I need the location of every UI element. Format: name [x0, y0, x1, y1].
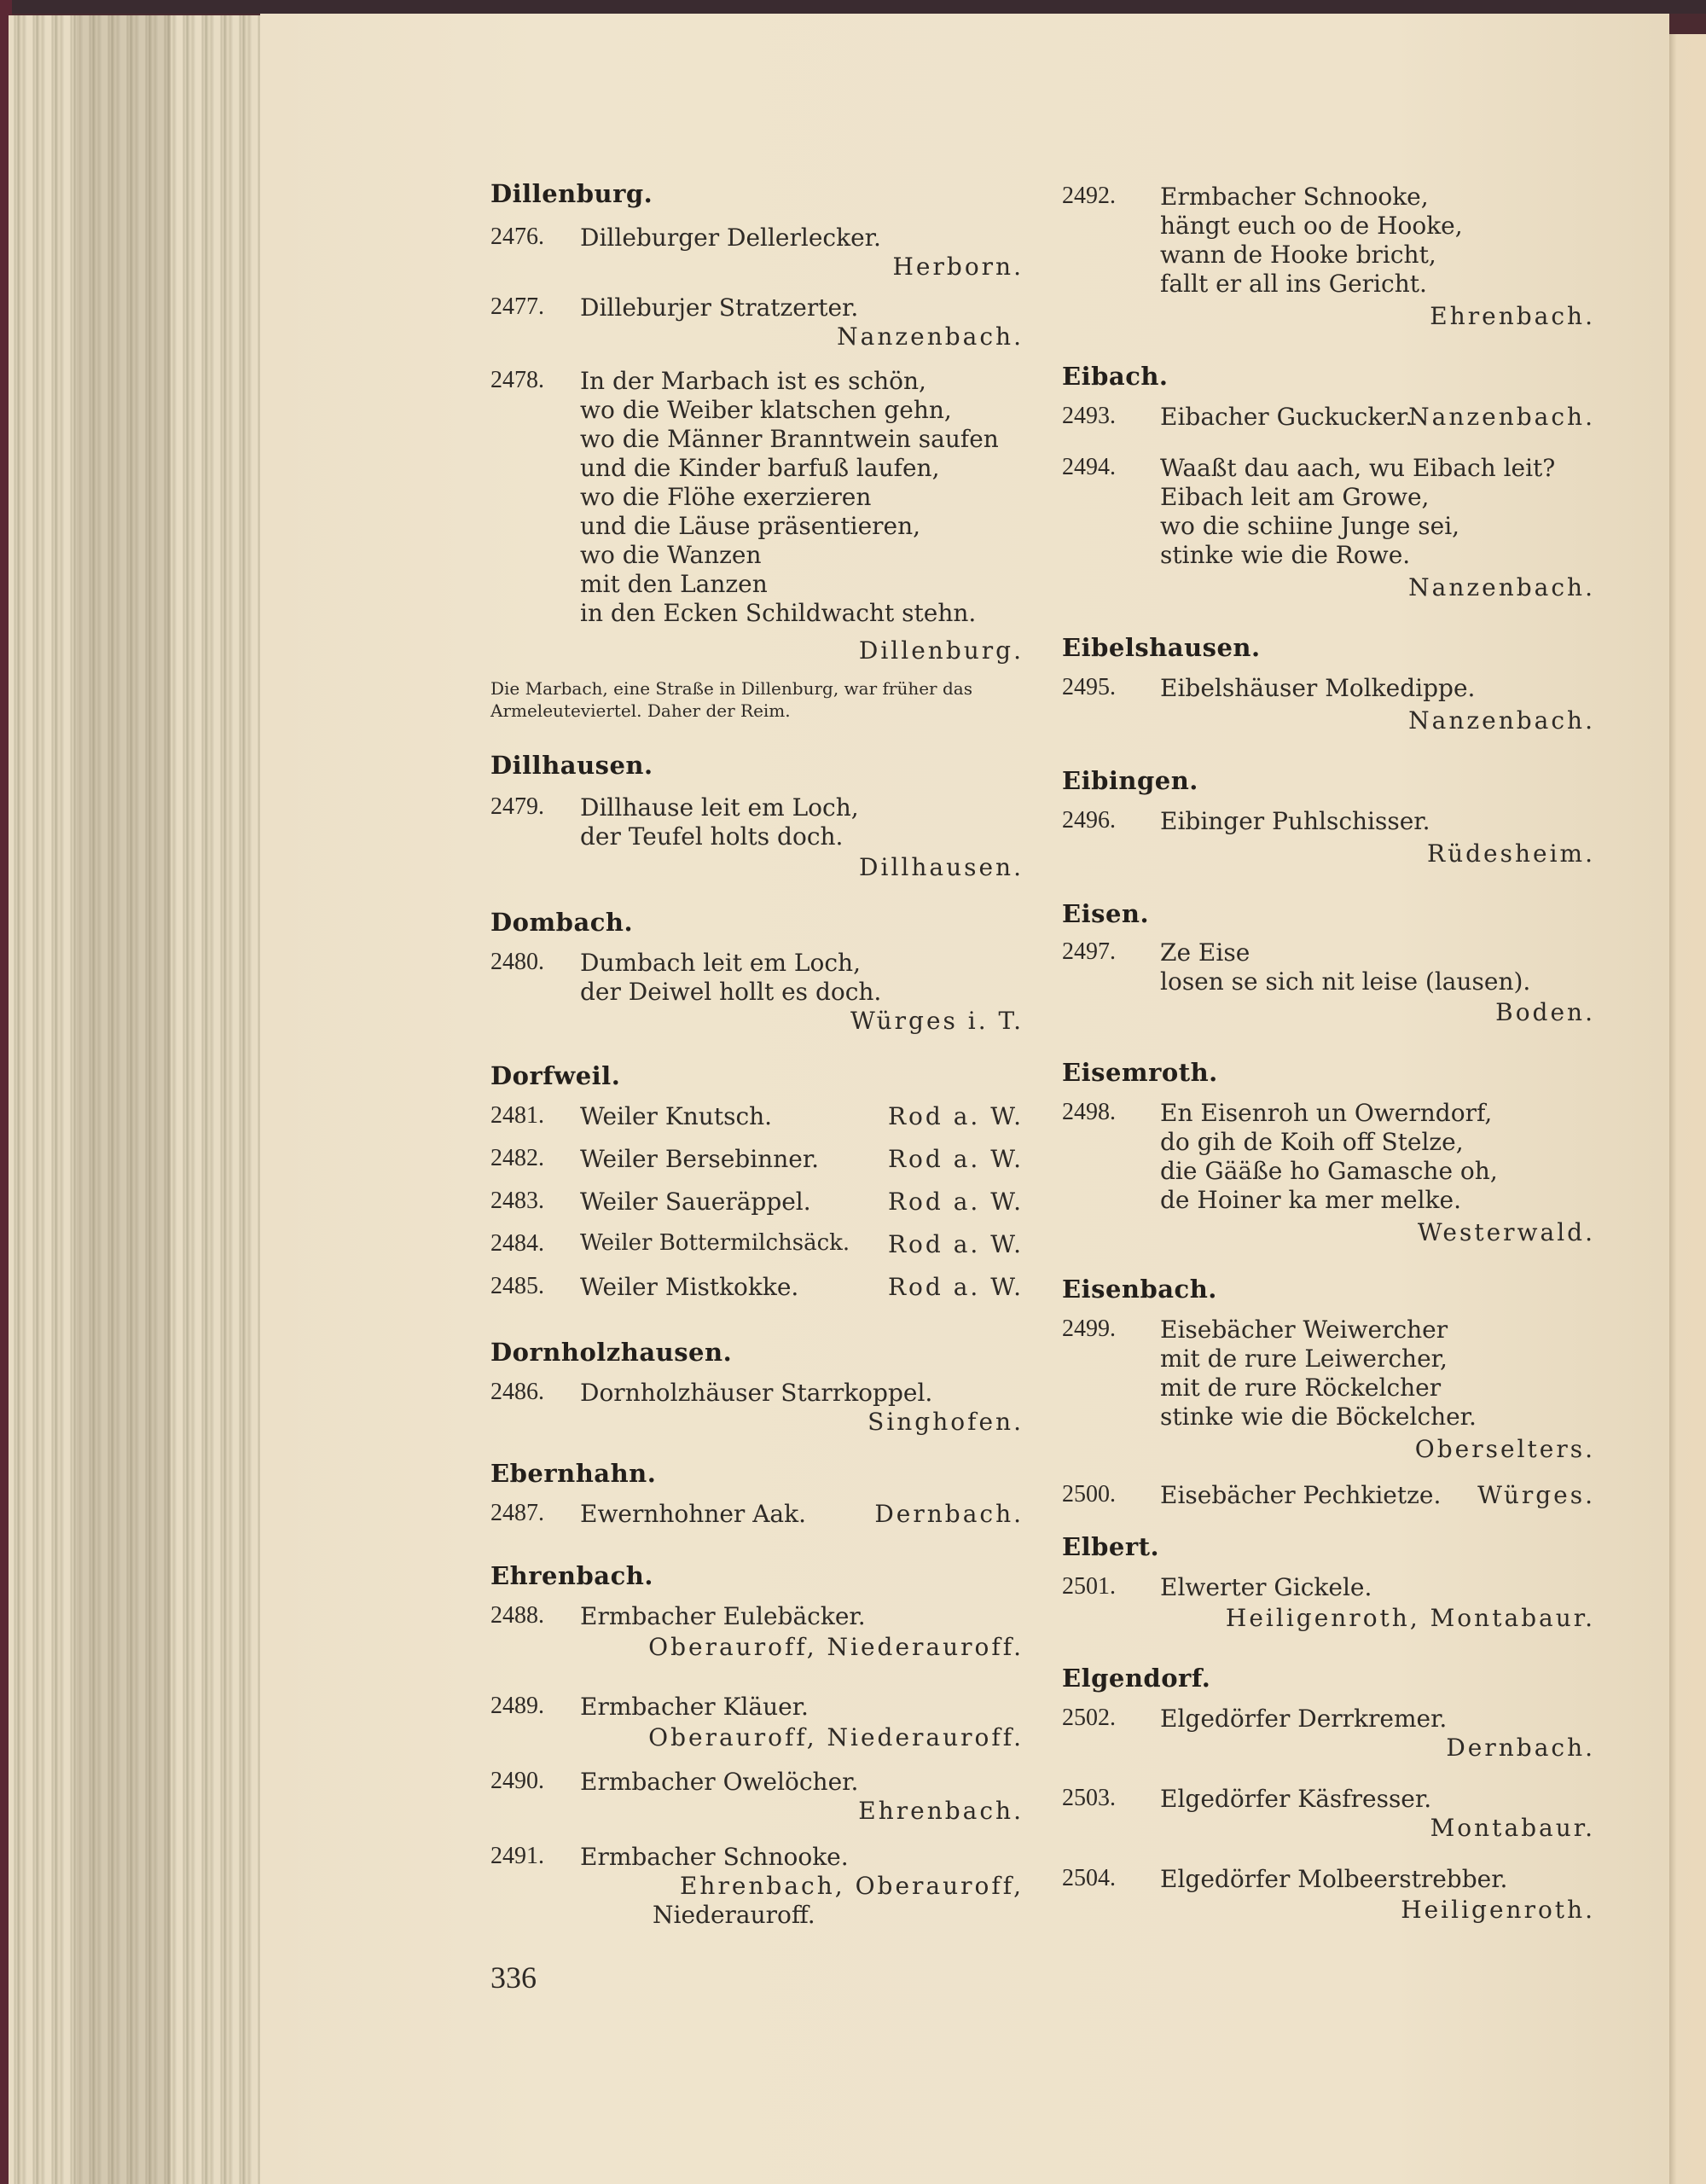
- entry-number: 2500.: [1062, 1481, 1116, 1507]
- entry-number: 2504.: [1062, 1865, 1116, 1891]
- entry-line: und die Kinder barfuß laufen,: [580, 454, 940, 482]
- entry-location: Würges.: [1477, 1481, 1595, 1509]
- entry-line: hängt euch oo de Hooke,: [1160, 212, 1463, 240]
- entry-line: Waaßt dau aach, wu Eibach leit?: [1160, 454, 1556, 482]
- entry-location-continued: Niederauroff.: [653, 1901, 815, 1929]
- entry-line: wann de Hooke bricht,: [1160, 241, 1436, 269]
- section-heading: Dillenburg.: [490, 179, 653, 208]
- entry-line: Ermbacher Kläuer.: [580, 1693, 809, 1721]
- entry-location: Rüdesheim.: [1427, 839, 1595, 868]
- entry-number: 2484.: [490, 1230, 544, 1257]
- entry-number: 2479.: [490, 793, 544, 820]
- entry-line: wo die schiine Junge sei,: [1160, 512, 1460, 540]
- entry-line: Dillhause leit em Loch,: [580, 793, 859, 822]
- entry-line: Dilleburjer Stratzerter.: [580, 293, 859, 322]
- entry-location: Ehrenbach.: [1430, 302, 1595, 330]
- entry-line: Dilleburger Dellerlecker.: [580, 224, 881, 252]
- entry-number: 2503.: [1062, 1785, 1116, 1811]
- page-edges-stack: [9, 15, 260, 2184]
- entry-line: mit de rure Röckelcher: [1160, 1374, 1442, 1402]
- entry-number: 2476.: [490, 224, 544, 250]
- entry-line: wo die Flöhe exerzieren: [580, 483, 872, 511]
- entry-line: fallt er all ins Gericht.: [1160, 270, 1427, 298]
- entry-line: In der Marbach ist es schön,: [580, 367, 926, 395]
- entry-line: do gih de Koih off Stelze,: [1160, 1128, 1464, 1156]
- entry-line: der Teufel holts doch.: [580, 822, 844, 851]
- entry-line: die Gääße ho Gamasche oh,: [1160, 1157, 1498, 1185]
- entry-line: Ewernhohner Aak.: [580, 1500, 806, 1528]
- entry-location: Oberauroff, Niederauroff.: [648, 1723, 1024, 1751]
- entry-location: Dillhausen.: [859, 853, 1024, 881]
- entry-location: Rod a. W.: [887, 1230, 1024, 1258]
- entry-location: Dernbach.: [874, 1500, 1024, 1528]
- entry-line: Elwerter Gickele.: [1160, 1573, 1372, 1601]
- entry-location: Oberauroff, Niederauroff.: [648, 1633, 1024, 1661]
- entry-line: Eisebächer Weiwercher: [1160, 1316, 1448, 1344]
- entry-line: Ermbacher Eulebäcker.: [580, 1602, 866, 1630]
- entry-line: Eibelshäuser Molkedippe.: [1160, 674, 1476, 702]
- entry-line: Eibach leit am Growe,: [1160, 483, 1430, 511]
- entry-location: Nanzenbach.: [837, 322, 1024, 351]
- entry-number: 2499.: [1062, 1316, 1116, 1342]
- entry-number: 2494.: [1062, 454, 1116, 480]
- entry-location: Heiligenroth, Montabaur.: [1225, 1604, 1595, 1632]
- entry-location: Ehrenbach.: [858, 1797, 1024, 1825]
- entry-number: 2486.: [490, 1379, 544, 1405]
- section-heading: Eibelshausen.: [1062, 633, 1261, 662]
- entry-location: Rod a. W.: [887, 1145, 1024, 1173]
- entry-number: 2487.: [490, 1500, 544, 1526]
- section-heading: Eisenbach.: [1062, 1275, 1217, 1304]
- section-heading: Elbert.: [1062, 1532, 1160, 1561]
- entry-location: Nanzenbach.: [1408, 706, 1595, 735]
- entry-number: 2488.: [490, 1602, 544, 1629]
- entry-line: mit den Lanzen: [580, 570, 768, 598]
- section-heading: Ehrenbach.: [490, 1561, 653, 1590]
- entry-number: 2482.: [490, 1145, 544, 1171]
- entry-location: Montabaur.: [1430, 1814, 1595, 1842]
- entry-number: 2497.: [1062, 938, 1116, 965]
- page-number: 336: [490, 1960, 537, 1995]
- entry-number: 2481.: [490, 1102, 544, 1129]
- entry-number: 2498.: [1062, 1099, 1116, 1125]
- entry-location: Ehrenbach, Oberauroff,: [679, 1872, 1024, 1900]
- entry-line: wo die Weiber klatschen gehn,: [580, 396, 952, 424]
- section-heading: Dillhausen.: [490, 751, 653, 780]
- entry-number: 2493.: [1062, 403, 1116, 429]
- entry-line: der Deiwel hollt es doch.: [580, 978, 882, 1006]
- entry-number: 2485.: [490, 1273, 544, 1299]
- entry-line: Weiler Mistkokke.: [580, 1273, 799, 1301]
- next-page-edge: [1669, 34, 1706, 2184]
- entry-location: Herborn.: [892, 253, 1024, 281]
- entry-line: Dornholzhäuser Starrkoppel.: [580, 1379, 933, 1407]
- entry-line: En Eisenroh un Owerndorf,: [1160, 1099, 1493, 1127]
- entry-line: losen se sich nit leise (lausen).: [1160, 967, 1531, 996]
- entry-line: Eisebächer Pechkietze.: [1160, 1481, 1442, 1509]
- entry-line: Weiler Saueräppel.: [580, 1188, 811, 1216]
- section-heading: Dornholzhausen.: [490, 1338, 733, 1367]
- entry-number: 2478.: [490, 367, 544, 393]
- entry-line: Eibacher Guckucker.: [1160, 403, 1413, 431]
- entry-line: und die Läuse präsentieren,: [580, 512, 921, 540]
- book-cover-top: [0, 0, 1706, 14]
- entry-location: Heiligenroth.: [1401, 1896, 1595, 1924]
- entry-location: Singhofen.: [868, 1408, 1024, 1436]
- entry-line: Elgedörfer Derrkremer.: [1160, 1705, 1448, 1733]
- entry-location: Rod a. W.: [887, 1188, 1024, 1216]
- entry-location: Dernbach.: [1446, 1734, 1595, 1762]
- section-heading: Dombach.: [490, 908, 634, 937]
- section-heading: Eibingen.: [1062, 766, 1198, 795]
- entry-number: 2477.: [490, 293, 544, 320]
- section-heading: Eisen.: [1062, 899, 1150, 928]
- entry-location: Westerwald.: [1417, 1218, 1595, 1246]
- entry-location: Würges i. T.: [850, 1007, 1024, 1035]
- entry-line: Ermbacher Schnooke.: [580, 1843, 849, 1871]
- entry-line: Eibinger Puhlschisser.: [1160, 807, 1430, 835]
- section-heading: Eibach.: [1062, 362, 1169, 391]
- section-heading: Eisemroth.: [1062, 1058, 1218, 1087]
- entry-line: wo die Männer Branntwein saufen: [580, 425, 999, 453]
- entry-line: Elgedörfer Käsfresser.: [1160, 1785, 1432, 1813]
- entry-line: Dumbach leit em Loch,: [580, 949, 861, 977]
- entry-line: mit de rure Leiwercher,: [1160, 1345, 1448, 1373]
- footnote: Die Marbach, eine Straße in Dillenburg, war früher das Armeleuteviertel. Daher der Reim.: [490, 678, 972, 721]
- entry-line: Weiler Bottermilchsäck.: [580, 1230, 850, 1256]
- entry-location: Rod a. W.: [887, 1273, 1024, 1301]
- entry-line: Weiler Knutsch.: [580, 1102, 773, 1130]
- entry-line: wo die Wanzen: [580, 541, 762, 569]
- entry-number: 2489.: [490, 1693, 544, 1719]
- entry-line: Ermbacher Schnooke,: [1160, 183, 1429, 211]
- entry-line: in den Ecken Schildwacht stehn.: [580, 599, 977, 627]
- entry-location: Nanzenbach.: [1408, 403, 1595, 431]
- entry-number: 2501.: [1062, 1573, 1116, 1600]
- entry-line: Ermbacher Owelöcher.: [580, 1768, 859, 1796]
- entry-location: Nanzenbach.: [1408, 573, 1595, 601]
- entry-location: Oberselters.: [1414, 1435, 1595, 1463]
- entry-line: de Hoiner ka mer melke.: [1160, 1186, 1461, 1214]
- entry-location: Dillenburg.: [858, 636, 1024, 665]
- entry-number: 2492.: [1062, 183, 1116, 209]
- entry-line: stinke wie die Böckelcher.: [1160, 1403, 1477, 1431]
- entry-number: 2502.: [1062, 1705, 1116, 1731]
- page-edges-shade: [77, 15, 171, 2184]
- entry-number: 2490.: [490, 1768, 544, 1794]
- entry-location: Rod a. W.: [887, 1102, 1024, 1130]
- entry-number: 2483.: [490, 1188, 544, 1214]
- section-heading: Dorfweil.: [490, 1061, 621, 1090]
- entry-number: 2480.: [490, 949, 544, 975]
- section-heading: Elgendorf.: [1062, 1664, 1211, 1693]
- entry-location: Boden.: [1495, 998, 1595, 1026]
- entry-number: 2495.: [1062, 674, 1116, 700]
- entry-line: stinke wie die Rowe.: [1160, 541, 1411, 569]
- entry-line: Weiler Bersebinner.: [580, 1145, 820, 1173]
- entry-line: Ze Eise: [1160, 938, 1250, 967]
- section-heading: Ebernhahn.: [490, 1459, 657, 1488]
- entry-number: 2496.: [1062, 807, 1116, 834]
- entry-line: Elgedörfer Molbeerstrebber.: [1160, 1865, 1508, 1893]
- entry-number: 2491.: [490, 1843, 544, 1869]
